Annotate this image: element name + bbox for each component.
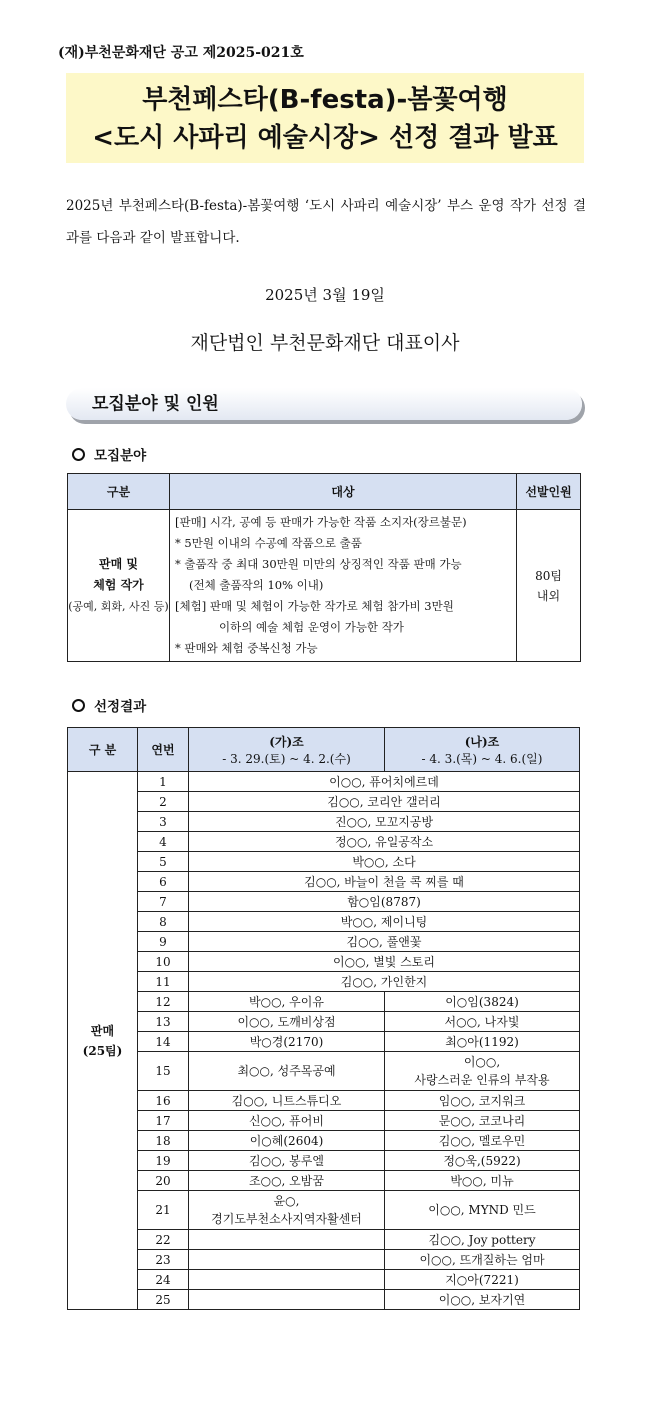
artist-group-a [189, 1111, 385, 1131]
artist-line: 지○아(7221) [445, 1272, 519, 1287]
artist-line: 문○○, 코코나리 [438, 1113, 526, 1128]
row-number: 9 [138, 932, 189, 952]
table-row [68, 1032, 580, 1052]
artist-both-groups: 진○○, 모꼬지공방 [189, 812, 580, 832]
circle-bullet-icon [72, 699, 85, 712]
row-number: 19 [138, 1151, 189, 1171]
row-number: 21 [138, 1191, 189, 1230]
table-row [68, 852, 580, 872]
table-row [68, 1171, 580, 1191]
artist-both-groups: 함○임(8787) [189, 892, 580, 912]
announcement-date: 2025년 3월 19일 [265, 286, 385, 304]
row-number: 7 [138, 892, 189, 912]
artist-line: 이○임(3824) [445, 994, 519, 1009]
artist-line: 박○○, 미뉴 [450, 1173, 514, 1188]
artist-group-a [189, 1091, 385, 1111]
row-number: 10 [138, 952, 189, 972]
artist-group-b [385, 1171, 580, 1191]
results-table [67, 727, 580, 1310]
row-number: 17 [138, 1111, 189, 1131]
recruit-category-line2: 체험 작가 [93, 578, 144, 592]
artist-group-a [189, 1032, 385, 1052]
recruit-category-cell [68, 510, 170, 662]
artist-line: 정○욱,(5922) [443, 1153, 521, 1168]
artist-line: 이○○, 도깨비상점 [237, 1014, 336, 1029]
artist-line: 이○○, 보자기연 [438, 1292, 526, 1307]
recruit-target-cell [170, 510, 517, 662]
artist-group-a [189, 1012, 385, 1032]
results-heading [72, 695, 146, 715]
results-category-line2: (25팀) [82, 1043, 123, 1058]
artist-group-a [189, 1131, 385, 1151]
recruit-category-line1: 판매 및 [99, 557, 138, 571]
artist-both-groups: 박○○, 소다 [189, 852, 580, 872]
artist-line: 김○○, 봉루엘 [249, 1153, 324, 1168]
artist-group-b [385, 1032, 580, 1052]
row-number: 11 [138, 972, 189, 992]
artist-group-a [189, 1230, 385, 1250]
target-line: 이하의 예술 체험 운영이 가능한 작가 [219, 620, 404, 634]
table-row [68, 1270, 580, 1290]
artist-line: 임○○, 코지워크 [438, 1093, 526, 1108]
artist-group-b [385, 1270, 580, 1290]
row-number: 14 [138, 1032, 189, 1052]
notice-number: (재)부천문화재단 공고 제2025-021호 [58, 45, 304, 61]
artist-line: 이○혜(2604) [249, 1133, 324, 1148]
artist-line: 서○○, 나자빛 [444, 1014, 520, 1029]
recruit-heading [72, 444, 146, 464]
artist-line: 신○○, 퓨어비 [249, 1113, 324, 1128]
row-number: 6 [138, 872, 189, 892]
row-number: 23 [138, 1250, 189, 1270]
table-row [68, 832, 580, 852]
recruit-header-count: 선발인원 [517, 474, 581, 510]
recruit-count-cell [517, 510, 581, 662]
group-a-dates: - 3. 29.(토) ~ 4. 2.(수) [222, 751, 351, 766]
artist-line: 김○○, Joy pottery [428, 1232, 536, 1247]
results-header-number: 연번 [138, 728, 189, 772]
recruit-count-line1: 80팀 [535, 568, 562, 583]
artist-line: 이○○, MYND 민드 [428, 1203, 536, 1217]
recruit-header-target: 대상 [170, 474, 517, 510]
table-row [68, 912, 580, 932]
row-number: 13 [138, 1012, 189, 1032]
table-row [68, 1191, 580, 1230]
artist-group-b [385, 1290, 580, 1310]
artist-line: 사랑스러운 인류의 부작용 [414, 1073, 550, 1087]
table-row [68, 792, 580, 812]
artist-line: 이○○, 뜨개질하는 엄마 [419, 1252, 545, 1267]
artist-line: 조○○, 오밤꿈 [249, 1173, 324, 1188]
artist-group-a [189, 1171, 385, 1191]
recruit-heading-text: 모집분야 [94, 448, 147, 464]
results-header-category: 구 분 [68, 728, 138, 772]
target-line: * 판매와 체험 중복신청 가능 [175, 641, 318, 655]
artist-group-b [385, 1250, 580, 1270]
results-category-cell [68, 772, 138, 1310]
results-header-group-b [385, 728, 580, 772]
table-row [68, 952, 580, 972]
artist-line: 박○○, 우이유 [249, 994, 324, 1009]
table-row [68, 772, 580, 792]
row-number: 3 [138, 812, 189, 832]
artist-group-b [385, 1052, 580, 1091]
artist-group-b [385, 1191, 580, 1230]
artist-both-groups: 김○○, 코리안 갤러리 [189, 792, 580, 812]
table-row [68, 932, 580, 952]
table-row [68, 1012, 580, 1032]
table-row [68, 1151, 580, 1171]
target-line: * 출품작 중 최대 30만원 미만의 상징적인 작품 판매 가능 [175, 557, 462, 571]
artist-line: 김○○, 멜로우민 [438, 1133, 526, 1148]
artist-group-b [385, 1091, 580, 1111]
table-row [68, 892, 580, 912]
row-number: 15 [138, 1052, 189, 1091]
row-number: 22 [138, 1230, 189, 1250]
title-line-1: 부천페스타(B-festa)-봄꽃여행 [142, 85, 508, 115]
row-number: 4 [138, 832, 189, 852]
table-row [68, 1250, 580, 1270]
row-number: 16 [138, 1091, 189, 1111]
table-row [68, 1111, 580, 1131]
title-banner [66, 73, 584, 163]
recruit-table [67, 473, 581, 662]
results-category-line1: 판매 [90, 1023, 115, 1038]
artist-group-b [385, 992, 580, 1012]
results-header-group-a [189, 728, 385, 772]
table-row [68, 812, 580, 832]
table-row [68, 1131, 580, 1151]
recruit-count-line2: 내외 [536, 588, 561, 603]
artist-line: 박○경(2170) [249, 1034, 324, 1049]
artist-both-groups: 김○○, 바늘이 천을 콕 찌를 때 [189, 872, 580, 892]
artist-both-groups: 정○○, 유일공작소 [189, 832, 580, 852]
table-row [68, 972, 580, 992]
table-row [68, 1230, 580, 1250]
artist-group-a [189, 992, 385, 1012]
row-number: 1 [138, 772, 189, 792]
artist-line: 김○○, 니트스튜디오 [231, 1093, 342, 1108]
artist-group-a [189, 1151, 385, 1171]
artist-both-groups: 이○○, 퓨어치에르데 [189, 772, 580, 792]
table-row [68, 872, 580, 892]
row-number: 5 [138, 852, 189, 872]
artist-group-a [189, 1290, 385, 1310]
table-row [68, 1290, 580, 1310]
artist-group-a [189, 1250, 385, 1270]
row-number: 20 [138, 1171, 189, 1191]
artist-group-a [189, 1052, 385, 1091]
group-b-dates: - 4. 3.(목) ~ 4. 6.(일) [421, 751, 543, 766]
group-a-name: (가)조 [269, 734, 304, 749]
group-b-name: (나)조 [464, 734, 500, 749]
circle-bullet-icon [72, 448, 85, 461]
artist-line: 경기도부천소사지역자활센터 [211, 1212, 362, 1226]
artist-line: 최○○, 성주목공예 [237, 1064, 336, 1078]
artist-group-b [385, 1230, 580, 1250]
artist-group-a [189, 1191, 385, 1230]
results-heading-text: 선정결과 [94, 699, 147, 715]
table-row [68, 1052, 580, 1091]
target-line: [판매] 시각, 공예 등 판매가 가능한 작품 소지자(장르불문) [175, 515, 467, 529]
artist-both-groups: 박○○, 제이니팅 [189, 912, 580, 932]
recruit-header-category: 구분 [68, 474, 170, 510]
row-number: 12 [138, 992, 189, 1012]
row-number: 2 [138, 792, 189, 812]
section-title: 모집분야 및 인원 [66, 388, 582, 420]
artist-line: 최○아(1192) [445, 1034, 519, 1049]
intro-paragraph: 2025년 부천페스타(B-festa)-봄꽃여행 ‘도시 사파리 예술시장’ 부스 운영 작가 선정 결과를 다음과 같이 발표합니다. [66, 198, 586, 246]
artist-group-a [189, 1270, 385, 1290]
artist-line: 윤○, [273, 1194, 300, 1208]
target-line: [체험] 판매 및 체험이 가능한 작가로 체험 참가비 3만원 [175, 599, 454, 613]
artist-line: 이○○, [463, 1055, 501, 1069]
artist-both-groups: 이○○, 별빛 스토리 [189, 952, 580, 972]
table-row [68, 1091, 580, 1111]
row-number: 8 [138, 912, 189, 932]
row-number: 25 [138, 1290, 189, 1310]
row-number: 24 [138, 1270, 189, 1290]
artist-group-b [385, 1131, 580, 1151]
table-row [68, 992, 580, 1012]
target-line: * 5만원 이내의 수공예 작품으로 출품 [175, 536, 362, 550]
artist-group-b [385, 1111, 580, 1131]
row-number: 18 [138, 1131, 189, 1151]
artist-group-b [385, 1151, 580, 1171]
artist-both-groups: 김○○, 가인한지 [189, 972, 580, 992]
artist-both-groups: 김○○, 풀앤꽃 [189, 932, 580, 952]
artist-group-b [385, 1012, 580, 1032]
target-line: (전체 출품작의 10% 이내) [189, 578, 324, 592]
title-line-2: <도시 사파리 예술시장> 선정 결과 발표 [92, 123, 558, 153]
organization-name: 재단법인 부천문화재단 대표이사 [190, 332, 460, 354]
recruit-category-note: (공예, 회화, 사진 등) [68, 600, 169, 613]
